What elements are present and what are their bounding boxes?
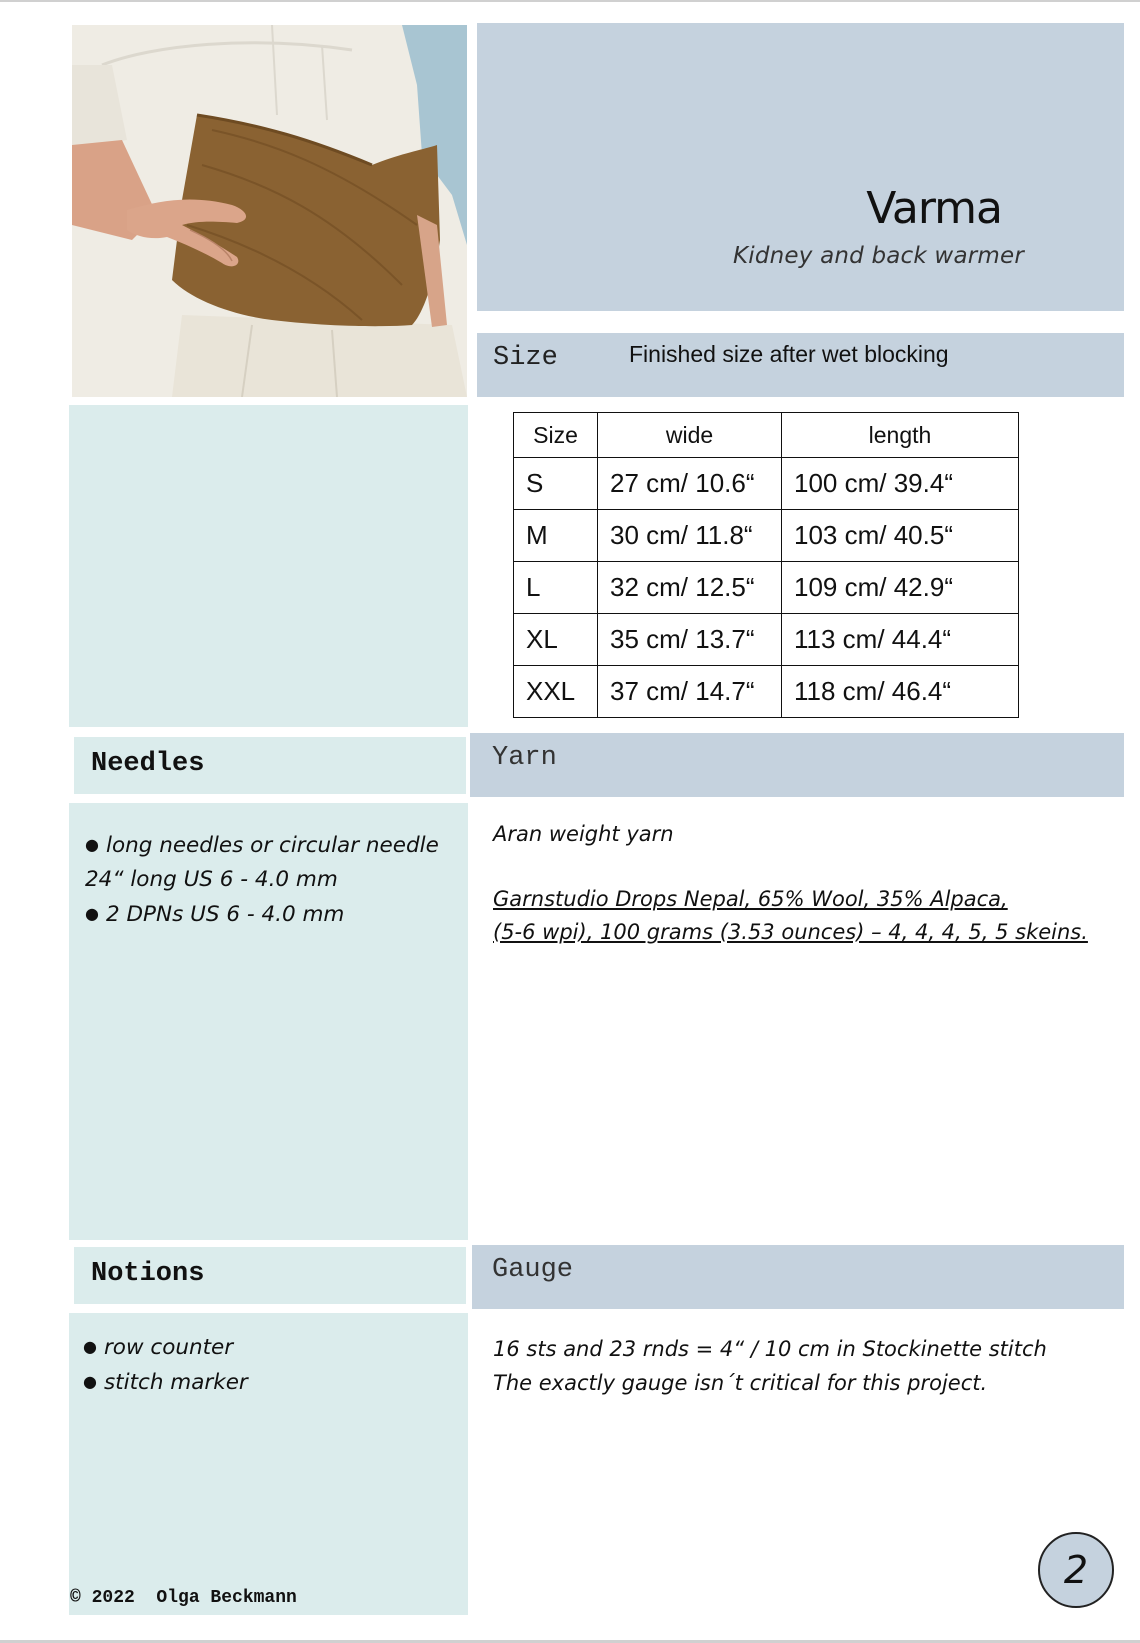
table-cell: L <box>514 562 598 614</box>
table-cell: 109 cm/ 42.9“ <box>782 562 1019 614</box>
table-cell: 37 cm/ 14.7“ <box>598 666 782 718</box>
table-cell: XXL <box>514 666 598 718</box>
size-header <box>477 333 1124 397</box>
table-header-size: Size <box>514 413 598 458</box>
page-number: 2 <box>1038 1532 1114 1608</box>
table-cell: 35 cm/ 13.7“ <box>598 614 782 666</box>
product-photo <box>72 25 467 397</box>
pattern-title: Varma <box>866 183 1002 234</box>
gauge-line-1: 16 sts and 23 rnds = 4“ / 10 cm in Stockinette stitch <box>493 1337 1047 1361</box>
table-cell: 103 cm/ 40.5“ <box>782 510 1019 562</box>
list-item: ● stitch marker <box>83 1370 248 1395</box>
yarn-description <box>493 818 1088 949</box>
list-item: ● long needles or circular needle <box>85 833 439 858</box>
table-cell: 100 cm/ 39.4“ <box>782 458 1019 510</box>
notions-label: Notions <box>91 1259 205 1289</box>
gauge-line-2: The exactly gauge isn´t critical for this project. <box>493 1371 988 1395</box>
size-description: Finished size after wet blocking <box>629 341 949 367</box>
left-panel-bottom <box>69 1313 468 1615</box>
bullet-icon: ● <box>83 1337 97 1356</box>
yarn-header <box>470 733 1124 797</box>
table-cell: S <box>514 458 598 510</box>
yarn-weight: Aran weight yarn <box>493 822 674 846</box>
table-cell: 118 cm/ 46.4“ <box>782 666 1019 718</box>
gauge-label: Gauge <box>492 1255 574 1285</box>
pattern-subtitle: Kidney and back warmer <box>732 243 1024 269</box>
copyright: © 2022 Olga Beckmann <box>70 1588 297 1608</box>
needles-label: Needles <box>91 749 205 779</box>
gauge-header <box>472 1245 1124 1309</box>
needles-header <box>74 737 466 794</box>
page-top-border <box>0 0 1140 2</box>
bullet-icon: ● <box>85 904 99 923</box>
table-cell: 32 cm/ 12.5“ <box>598 562 782 614</box>
table-cell: 27 cm/ 10.6“ <box>598 458 782 510</box>
table-header-row <box>514 413 1019 458</box>
title-panel <box>477 23 1124 311</box>
table-cell: M <box>514 510 598 562</box>
table-row <box>514 666 1019 718</box>
notions-header <box>74 1247 466 1304</box>
gauge-description <box>493 1332 1047 1400</box>
table-header-wide: wide <box>598 413 782 458</box>
left-panel-middle <box>69 803 468 1240</box>
yarn-detail-line-1: Garnstudio Drops Nepal, 65% Wool, 35% Alpaca, <box>493 887 1008 911</box>
bullet-icon: ● <box>85 835 99 854</box>
table-row <box>514 458 1019 510</box>
table-row <box>514 510 1019 562</box>
needles-list <box>85 828 439 932</box>
size-table <box>513 412 1019 718</box>
size-label: Size <box>493 343 558 373</box>
list-item: ● row counter <box>83 1335 234 1360</box>
table-cell: 113 cm/ 44.4“ <box>782 614 1019 666</box>
yarn-label: Yarn <box>492 743 557 773</box>
list-item-continuation: 24“ long US 6 - 4.0 mm <box>85 867 338 892</box>
yarn-detail-line-2: (5-6 wpi), 100 grams (3.53 ounces) – 4, 4, 4, 5, 5 skeins. <box>493 920 1088 944</box>
bullet-icon: ● <box>83 1372 97 1391</box>
table-header-length: length <box>782 413 1019 458</box>
table-row <box>514 614 1019 666</box>
list-item: ● 2 DPNs US 6 - 4.0 mm <box>85 902 345 927</box>
left-panel-top <box>69 405 468 727</box>
table-cell: 30 cm/ 11.8“ <box>598 510 782 562</box>
table-row <box>514 562 1019 614</box>
table-cell: XL <box>514 614 598 666</box>
notions-list <box>83 1330 248 1400</box>
